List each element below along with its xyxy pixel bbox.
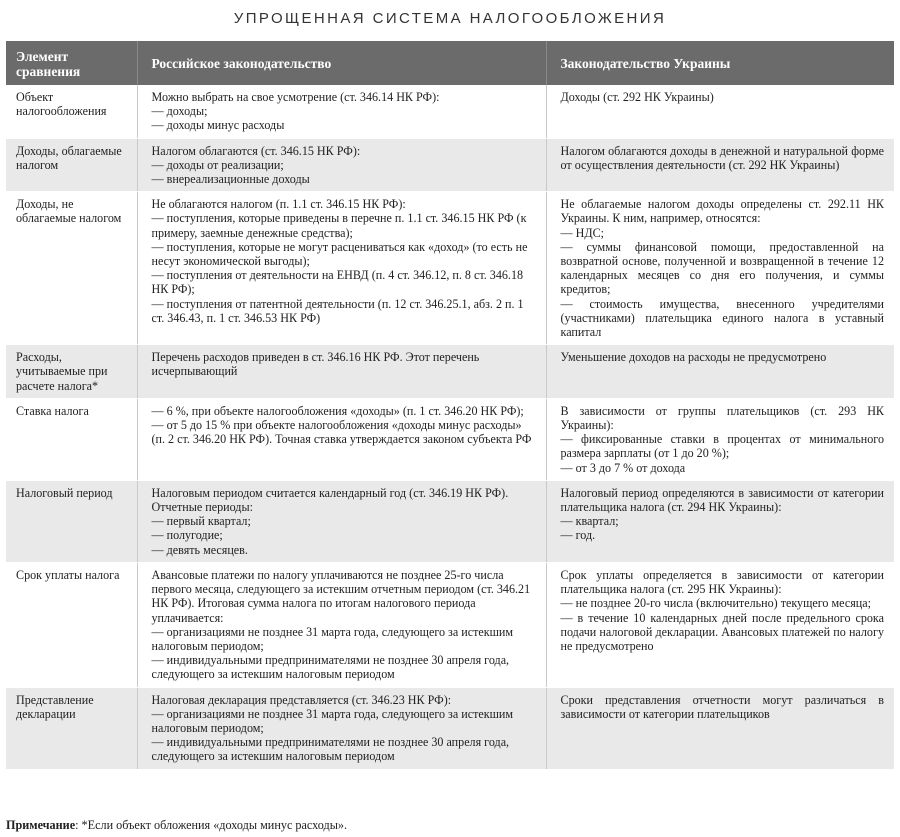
russia-cell-line: — внереализационные доходы [151,172,310,187]
ukraine-cell-line: — фиксированные ставки в процентах от минимального размера зарплаты (от 1 до 20 %); [560,432,884,461]
row-element-label: Расходы, учитываемые при расчете налога* [6,345,137,399]
table-row [6,138,894,192]
table-row [6,85,894,138]
ukraine-cell [546,398,894,480]
page-title: УПРОЩЕННАЯ СИСТЕМА НАЛОГООБЛОЖЕНИЯ [233,10,667,27]
russia-cell-line: Не облагаются налогом (п. 1.1 ст. 346.15 НК РФ): [151,197,406,212]
row-element-label: Доходы, облагаемые налогом [6,138,137,192]
ukraine-cell-line: Налоговый период определяются в зависимости от категории плательщика налога (ст. 294 НК Украины): [560,485,884,515]
russia-cell-line: — индивидуальными предпринимателями не позднее 30 апреля года, следующего за истекшим налоговым периодом [151,735,510,764]
ukraine-cell [546,345,894,399]
table-row [6,398,894,480]
russia-cell-line: Авансовые платежи по налогу уплачиваются не позднее 25-го числа первого месяца, следующего за истекшим отчетным периодом (ст. 346.21 НК РФ). Итоговая сумма налога по итогам налогового периода уплачивается: [151,567,531,625]
footnote [6,818,347,833]
header-ukraine: Законодательство Украины [546,41,894,85]
russia-cell-line: — доходы; [151,104,208,119]
russia-cell-line: — поступления, которые не могут расцениваться как «доход» (то есть не несут экономической выгоды); [151,239,528,269]
russia-cell-line: — организациями не позднее 31 марта года, следующего за истекшим налоговым периодом; [151,624,514,653]
russia-cell-line: — 6 %, при объекте налогообложения «доходы» (п. 1 ст. 346.20 НК РФ); [151,403,524,418]
row-element-label: Налоговый период [6,480,137,562]
header-russia: Российское законодательство [137,41,546,85]
ukraine-cell-line: — суммы финансовой помощи, предоставленной на возвратной основе, полученной и возвращенной в течение 12 календарных месяцев со дня его получения, и суммы кредитов; [560,239,884,297]
ukraine-cell-line: — квартал; [560,514,619,529]
ukraine-cell-line: В зависимости от группы плательщиков (ст. 293 НК Украины): [560,403,884,433]
russia-cell-line: Перечень расходов приведен в ст. 346.16 НК РФ. Этот перечень исчерпывающий [151,350,480,379]
table-row [6,687,894,769]
table-row [6,192,894,345]
russia-cell-line: Налогом облагаются (ст. 346.15 НК РФ): [151,143,361,158]
russia-cell [137,192,546,345]
russia-cell [137,687,546,769]
row-element-label: Объект налогообложения [6,85,137,138]
russia-cell-line: — полугодие; [151,528,223,543]
russia-cell-line: — поступления от патентной деятельности (п. 12 ст. 346.25.1, абз. 2 п. 1 ст. 346.43, п. 1 ст. 346.53 НК РФ) [151,296,524,325]
table-row [6,480,894,562]
ukraine-cell [546,562,894,687]
ukraine-cell [546,480,894,562]
russia-cell [137,398,546,480]
footnote-text: : *Если объект обложения «доходы минус расходы». [75,818,348,832]
russia-cell-line: Налоговая декларация представляется (ст. 346.23 НК РФ): [151,692,452,707]
ukraine-cell [546,85,894,138]
russia-cell [137,85,546,138]
ukraine-cell-line: Налогом облагаются доходы в денежной и натуральной форме от осуществления деятельности (ст. 292 НК Украины) [560,143,884,172]
ukraine-cell-line: Не облагаемые налогом доходы определены ст. 292.11 НК Украины. К ним, например, относятся: [560,197,884,226]
comparison-table [6,41,894,770]
russia-cell-line: — первый квартал; [151,514,251,529]
row-element-label: Ставка налога [6,398,137,480]
ukraine-cell-line: — НДС; [560,225,605,240]
russia-cell [137,138,546,192]
russia-cell-line: Налоговым периодом считается календарный год (ст. 346.19 НК РФ). Отчетные периоды: [151,485,509,515]
russia-cell-line: — поступления, которые приведены в перечне п. 1.1 ст. 346.15 НК РФ (к примеру, заемные денежные средства); [151,211,527,240]
header-element: Элемент сравнения [6,41,137,85]
ukraine-cell-line: — в течение 10 календарных дней после предельного срока подачи налоговой декларации. Авансовых платежей по налогу не предусмотрено [560,610,884,653]
row-element-label: Доходы, не облагаемые налогом [6,192,137,345]
russia-cell-line: — от 5 до 15 % при объекте налогообложения «доходы минус расходы» (п. 2 ст. 346.20 НК РФ). Точная ставка утверждается законом субъекта РФ [151,418,532,447]
russia-cell [137,345,546,399]
russia-cell-line: — организациями не позднее 31 марта года, следующего за истекшим налоговым периодом; [151,706,514,735]
ukraine-cell-line: Доходы (ст. 292 НК Украины) [560,90,714,104]
table-body [6,85,894,769]
ukraine-cell [546,138,894,192]
russia-cell-line: — поступления от деятельности на ЕНВД (п. 4 ст. 346.12, п. 8 ст. 346.18 НК РФ); [151,268,524,297]
ukraine-cell-line: — не позднее 20-го числа (включительно) текущего месяца; [560,596,871,611]
russia-cell [137,480,546,562]
ukraine-cell-line: — стоимость имущества, внесенного учредителями (участниками) плательщика единого налога в уставный капитал [560,296,884,340]
ukraine-cell-line: — от 3 до 7 % от дохода [560,460,686,475]
ukraine-cell-line: Сроки представления отчетности могут различаться в зависимости от категории плательщиков [560,692,884,721]
russia-cell-line: — индивидуальными предпринимателями не позднее 30 апреля года, следующего за истекшим налоговым периодом [151,653,510,682]
russia-cell-line: Можно выбрать на свое усмотрение (ст. 346.14 НК РФ): [151,90,440,104]
table-row [6,345,894,399]
footnote-label: Примечание [6,818,76,832]
ukraine-cell-line: Срок уплаты определяется в зависимости от категории плательщика налога (ст. 295 НК Украины): [560,567,884,597]
ukraine-cell-line: Уменьшение доходов на расходы не предусмотрено [560,350,827,365]
row-element-label: Представление декларации [6,687,137,769]
ukraine-cell [546,192,894,345]
table-row [6,562,894,687]
table-header-row [6,41,894,85]
russia-cell [137,562,546,687]
ukraine-cell-line: — год. [560,528,596,543]
russia-cell-line: — девять месяцев. [151,542,248,557]
russia-cell-line: — доходы от реализации; [151,157,284,172]
row-element-label: Срок уплаты налога [6,562,137,687]
ukraine-cell [546,687,894,769]
russia-cell-line: — доходы минус расходы [151,118,285,133]
